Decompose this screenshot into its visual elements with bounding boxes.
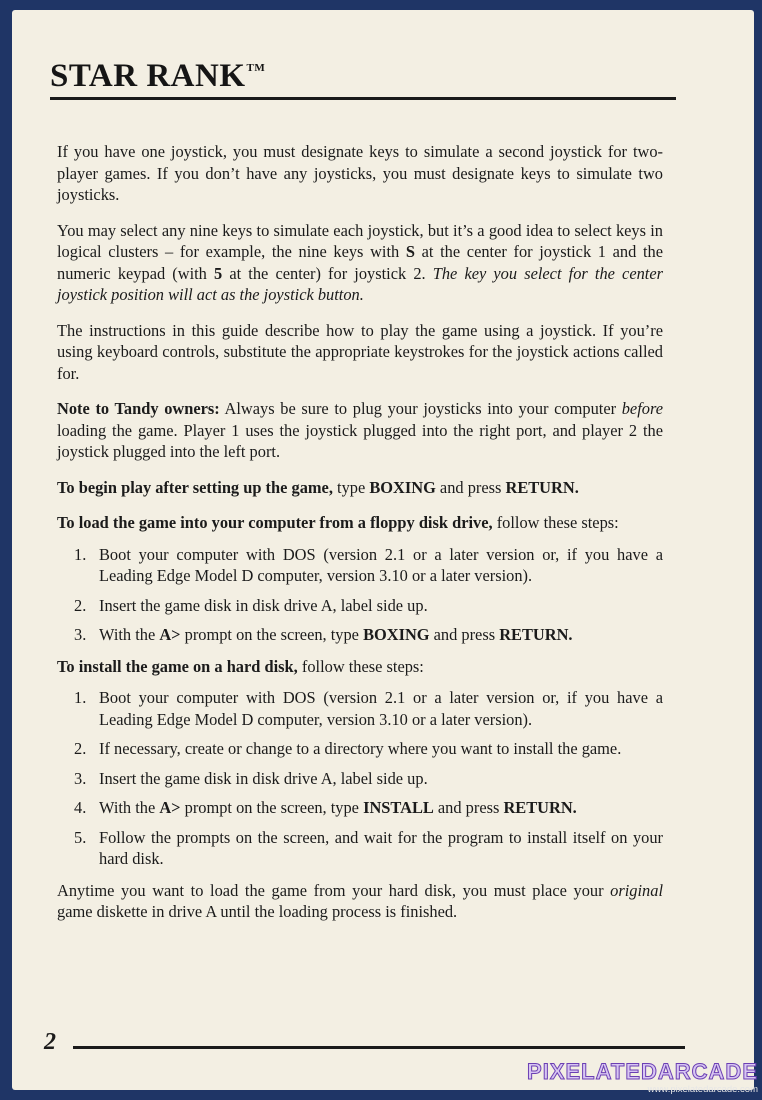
page-title: STAR RANK™ [50,58,266,94]
page-number: 2 [44,1029,56,1055]
page-content [57,141,663,937]
begin-play-paragraph: To begin play after setting up the game, type BOXING and press RETURN. [57,477,579,497]
floppy-steps-list [57,544,663,646]
list-item: 1. Boot your computer with DOS (version 2.1 or a later version or, if you have a Leading Edge Model D computer, version 3.10 or a later version). [74,544,663,585]
watermark-url: www.pixelatedarcade.com [647,1084,758,1095]
title-divider [50,97,676,100]
list-item: 1. Boot your computer with DOS (version 2.1 or a later version or, if you have a Leading Edge Model D computer, version 3.10 or a later version). [74,688,663,729]
watermark [527,1060,758,1095]
trademark-symbol: TM [246,62,266,74]
intro-paragraph: If you have one joystick, you must designate keys to simulate a second joystick for two-player games. If you don’t have any joysticks, you must designate keys to simulate two joysticks. [57,142,663,204]
instructions-paragraph: The instructions in this guide describe how to play the game using a joystick. If you’re using keyboard controls, substitute the appropriate keystrokes for the joystick actions called for. [57,320,663,383]
list-item: 5. Follow the prompts on the screen, and wait for the program to install itself on your hard disk. [74,827,663,868]
list-item: 4. With the A> prompt on the screen, type INSTALL and press RETURN. [74,798,577,817]
anytime-paragraph: Anytime you want to load the game from your hard disk, you must place your original game diskette in drive A until the loading process is finished. [57,880,663,921]
hard-disk-heading: To install the game on a hard disk, follow these steps: [57,656,424,676]
floppy-heading: To load the game into your computer from a floppy disk drive, follow these steps: [57,513,619,532]
list-item: 2. Insert the game disk in disk drive A, label side up. [74,595,428,615]
keys-paragraph: You may select any nine keys to simulate each joystick, but it’s a good idea to select keys in logical clusters – for example, the nine keys with S at the center for joystick 1 and the numeric keypad (with 5 at the center) for joystick 2. The key you select for the center joystick position will act as the joystick button. [57,220,663,304]
list-item: 3. With the A> prompt on the screen, type BOXING and press RETURN. [74,625,573,644]
hard-disk-steps-list [57,687,663,870]
tandy-note: Note to Tandy owners: Always be sure to plug your joysticks into your computer before loading the game. Player 1 uses the joystick plugged into the right port, and player 2 the joystick plugged into the left port. [57,399,663,461]
list-item: 2. If necessary, create or change to a directory where you want to install the game. [74,739,622,758]
footer-divider [73,1046,685,1049]
list-item: 3. Insert the game disk in disk drive A, label side up. [74,768,428,788]
watermark-logo: PIXELATEDARCADE [527,1059,758,1084]
